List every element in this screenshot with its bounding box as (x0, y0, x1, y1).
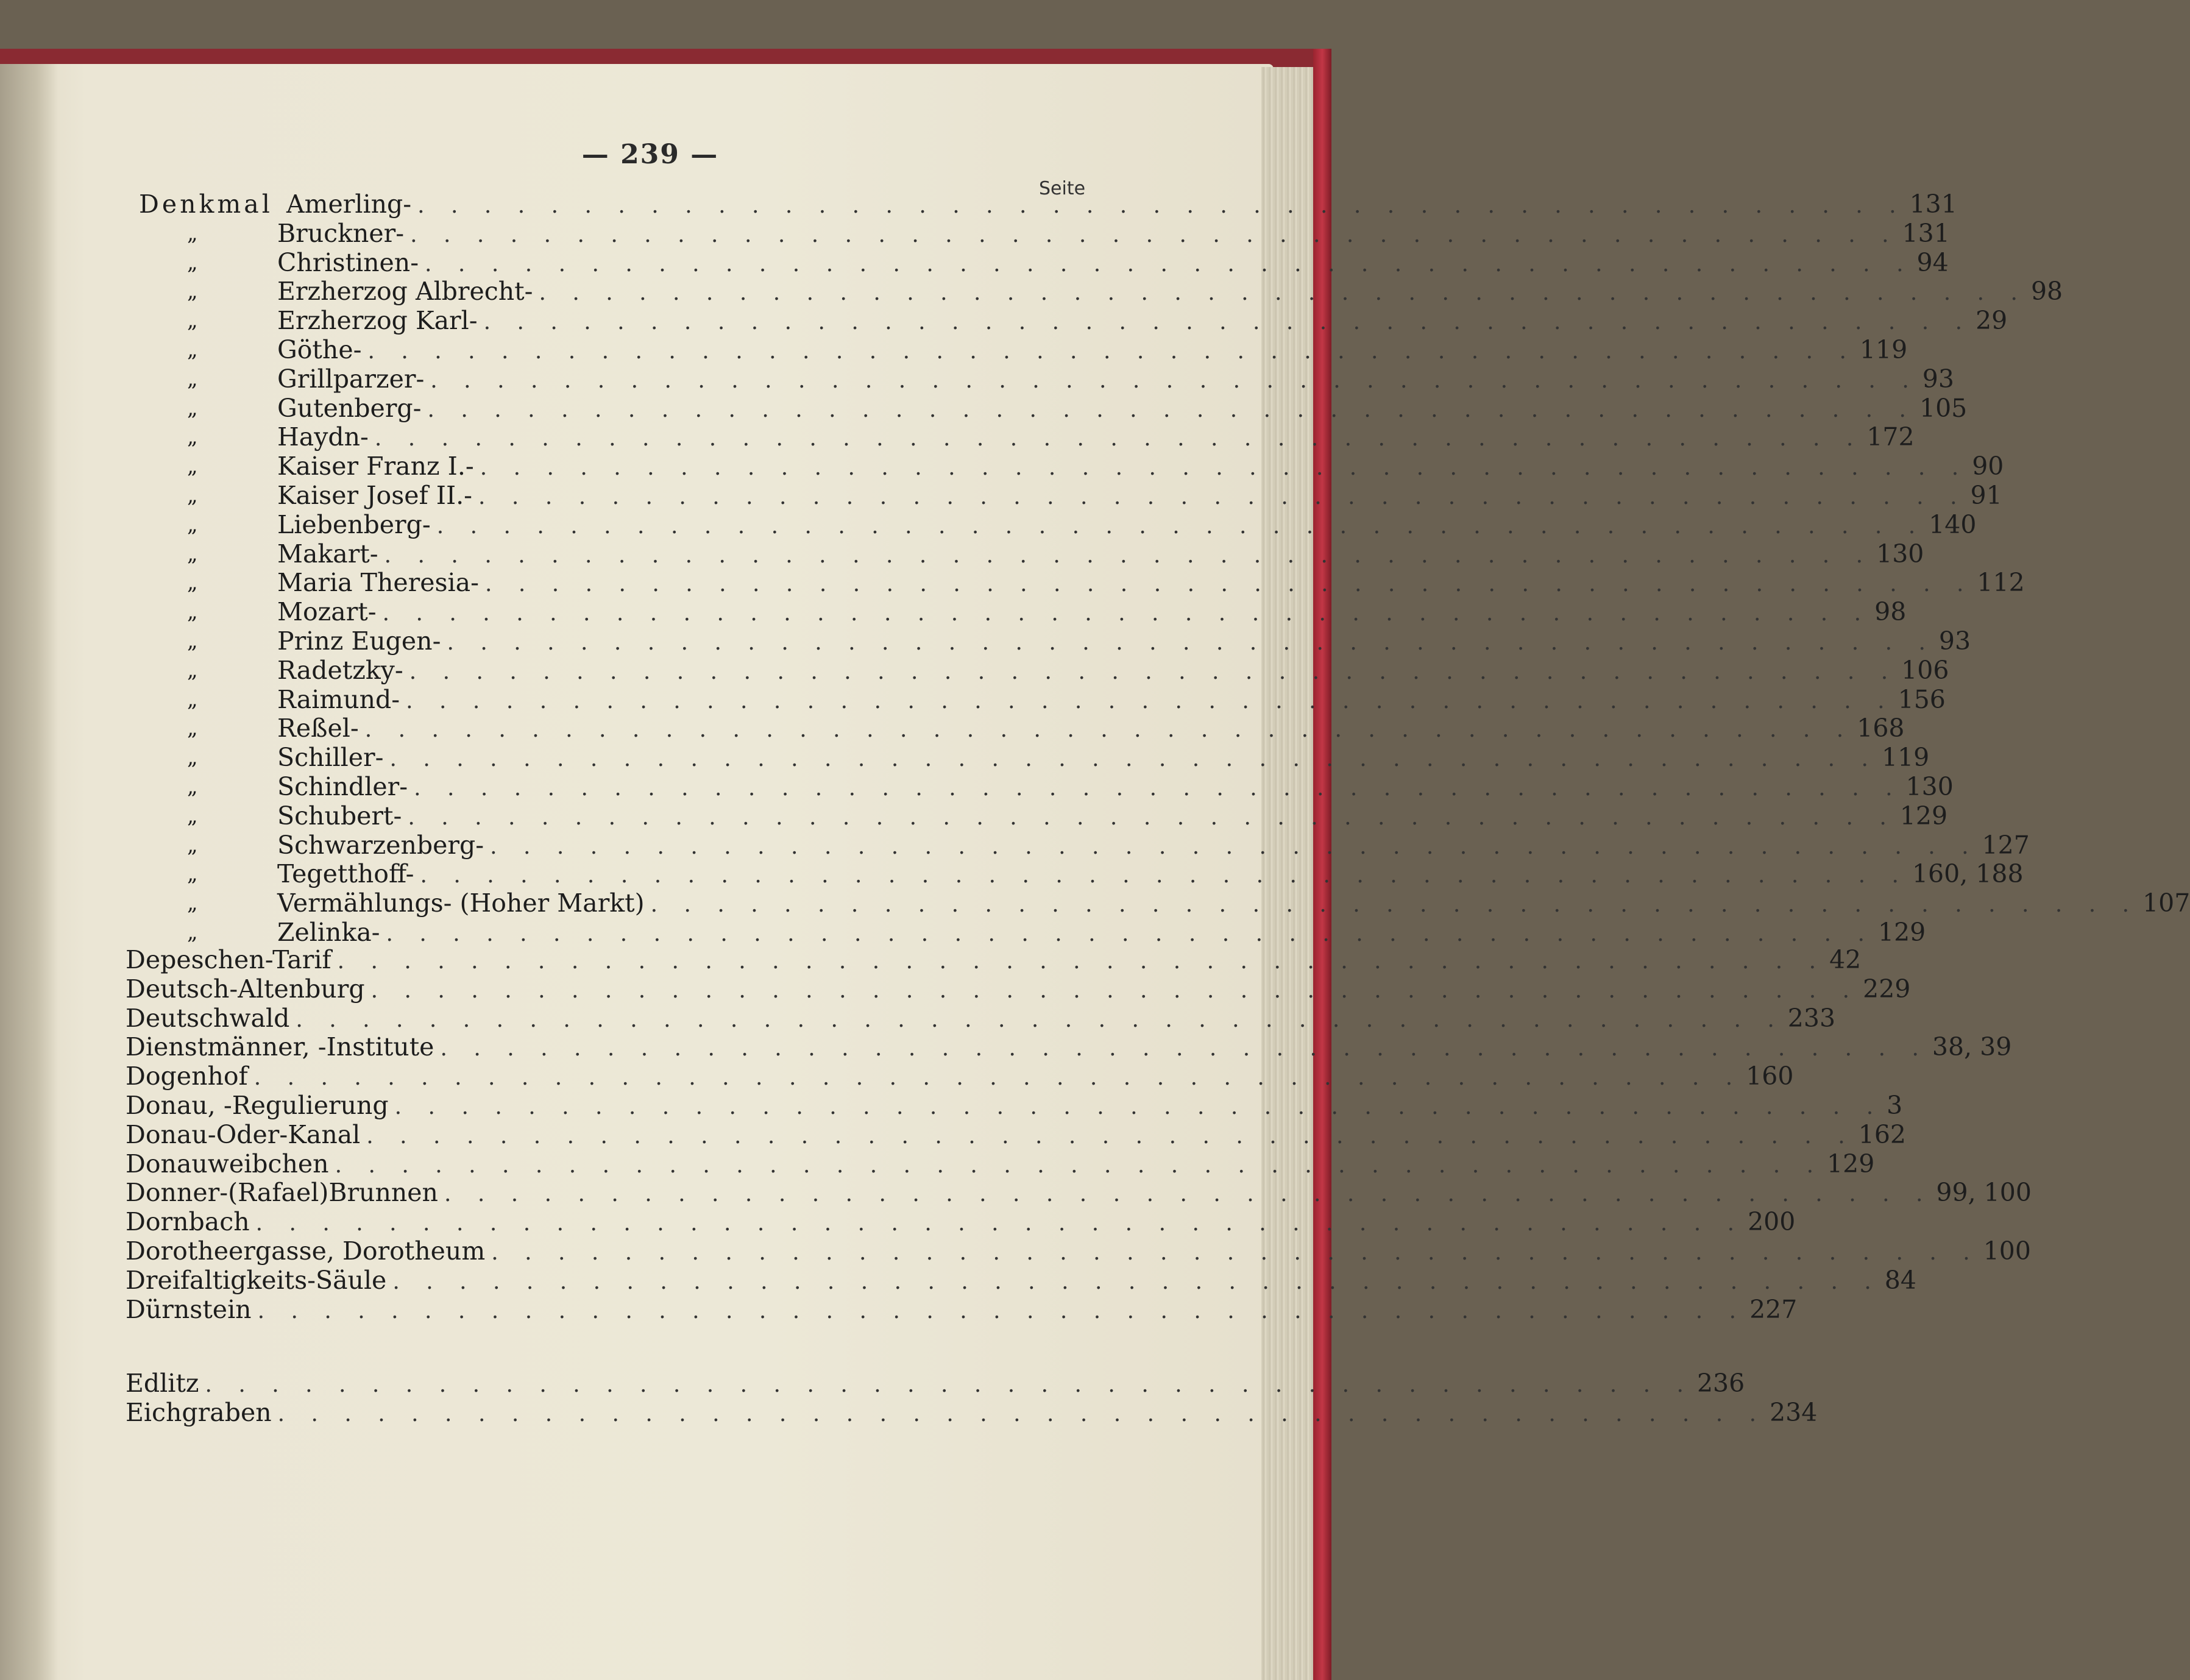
index-entry (126, 1003, 1836, 1035)
index-entry (126, 1178, 2032, 1209)
index-row (0, 509, 1977, 539)
index-row (0, 655, 1949, 685)
index-entry (277, 452, 2004, 483)
entry-label: Vermählungs- (Hoher Markt) (277, 888, 645, 918)
entry-label: Kaiser Franz I.- (277, 452, 474, 481)
entry-label: Amerling- (286, 190, 412, 219)
index-row (0, 1178, 2032, 1208)
index-row (0, 772, 1954, 801)
dot-leader: . . . . . . . . . . . . . . . . . . . . . . . . . . . . . . . . . . . . . . . . . . . . . (392, 1269, 1881, 1294)
dot-leader: . . . . . . . . . . . . . . . . . . . . . . . . . . . . . . . . . . . . . . . . . . . . . (484, 572, 1974, 597)
ditto-mark: „ (187, 687, 198, 712)
entry-page-number: 233 (1787, 1003, 1836, 1033)
index-entry (277, 918, 1926, 949)
entry-label: Dürnstein (126, 1294, 252, 1324)
entry-page-number: 98 (1874, 597, 1907, 627)
index-row (0, 1149, 1875, 1178)
entry-page-number: 94 (1916, 247, 1949, 277)
index-entry (126, 945, 1862, 976)
entry-page-number: 91 (1970, 481, 2002, 510)
dot-leader: . . . . . . . . . . . . . . . . . . . . . . . . . . . . . . . . . . . . . . . . . . . . . (337, 949, 1826, 974)
entry-label: Bruckner- (277, 218, 405, 248)
entry-page-number: 168 (1857, 714, 1905, 743)
index-entry (277, 859, 2024, 890)
index-entry (277, 743, 1930, 774)
entry-label: Radetzky- (277, 655, 403, 685)
entry-page-number: 234 (1770, 1398, 1818, 1427)
entry-label: Gutenberg- (277, 393, 422, 423)
index-entry (277, 597, 1907, 628)
entry-label: Donner-(Rafael)Brunnen (126, 1178, 438, 1208)
dot-leader: . . . . . . . . . . . . . . . . . . . . . . . . . . . . . . . . . . . . . . . . . . . . . (389, 746, 1878, 772)
dot-leader: . . . . . . . . . . . . . . . . . . . . . . . . . . . . . . . . . . . . . . . . . . . . . (436, 513, 1926, 539)
entry-page-number: 105 (1919, 393, 1968, 423)
ditto-mark: „ (187, 366, 198, 391)
entry-label: Schwarzenberg- (277, 830, 484, 860)
dot-leader: . . . . . . . . . . . . . . . . . . . . . . . . . . . . . . . . . . . . . . . . . . . . . (420, 863, 1908, 888)
entry-label: Liebenberg- (277, 509, 431, 539)
ditto-mark: „ (187, 600, 198, 625)
index-row (0, 218, 1950, 248)
index-entry (277, 772, 1954, 803)
entry-page-number: 38, 39 (1932, 1032, 2012, 1062)
index-row (0, 393, 1968, 423)
index-row (0, 277, 2063, 307)
dot-leader: . . . . . . . . . . . . . . . . . . . . . . . . . . . . . . . . . . . . . . . . . . . . . (483, 310, 1972, 335)
index-row (0, 335, 1908, 364)
dot-leader: . . . . . . . . . . . . . . . . . . . . . . . . . . . . . . . . . . . . . . . . . . . . . (491, 1240, 1980, 1265)
entry-label: Maria Theresia- (277, 568, 479, 598)
dot-leader: . . . . . . . . . . . . . . . . . . . . . . . . . . . . . . . . . . . . . . . . . . . . . (414, 776, 1902, 801)
dot-leader: . . . . . . . . . . . . . . . . . . . . . . . . . . . . . . . . . . . . . . . . . . . . . (480, 455, 1969, 481)
entry-label: Eichgraben (126, 1398, 272, 1427)
index-entry (277, 277, 2063, 308)
dot-leader: . . . . . . . . . . . . . . . . . . . . . . . . . . . . . . . . . . . . . . . . . . . . . (425, 251, 1913, 277)
entry-page-number: 131 (1909, 190, 1957, 219)
entry-label: Grillparzer- (277, 364, 425, 394)
entry-label: Erzherzog Albrecht- (277, 277, 533, 307)
entry-page-number: 140 (1929, 509, 1977, 539)
entry-label: Schindler- (277, 772, 408, 801)
index-row (0, 1265, 1916, 1295)
entry-page-number: 130 (1876, 539, 1924, 569)
entry-page-number: 129 (1878, 918, 1926, 947)
index-row (0, 452, 2004, 481)
index-entry (126, 1369, 1745, 1400)
index-entry (277, 393, 1968, 425)
entry-page-number: 131 (1902, 218, 1950, 248)
column-header-seite: Seite (1039, 178, 1086, 199)
index-row (0, 1294, 1798, 1324)
index-entry (277, 335, 1908, 366)
ditto-mark: „ (187, 279, 198, 304)
index-entry (277, 539, 1924, 570)
index-row (0, 1032, 2012, 1062)
dot-leader: . . . . . . . . . . . . . . . . . . . . . . . . . . . . . . . . . . . . . . . . . . . . . (440, 1036, 1929, 1062)
index-entry (277, 830, 2030, 862)
ditto-mark: „ (187, 629, 198, 653)
ditto-mark: „ (187, 454, 198, 479)
entry-page-number: 129 (1827, 1149, 1875, 1178)
index-entry (126, 1032, 2012, 1063)
entry-prefix: Denkmal (139, 190, 273, 219)
entry-page-number: 236 (1696, 1369, 1745, 1398)
ditto-mark: „ (187, 716, 198, 741)
entry-label: Schiller- (277, 743, 384, 773)
dot-leader: . . . . . . . . . . . . . . . . . . . . . . . . . . . . . . . . . . . . . . . . . . . . . (364, 717, 1854, 743)
entry-page-number: 42 (1829, 945, 1862, 974)
index-row (0, 1236, 2031, 1266)
entry-page-number: 107 (2142, 888, 2190, 918)
entry-page-number: 112 (1977, 568, 2025, 598)
index-entry (277, 364, 1954, 395)
entry-page-number: 93 (1922, 364, 1954, 394)
entry-page-number: 93 (1938, 626, 1971, 656)
index-row (0, 684, 1946, 714)
index-row (0, 1003, 1836, 1033)
index-entry (126, 1119, 1907, 1151)
entry-label: Mozart- (277, 597, 377, 627)
entry-label: Dogenhof (126, 1062, 248, 1091)
index-entry (277, 509, 1977, 541)
entry-label: Makart- (277, 539, 378, 569)
ditto-mark: „ (187, 862, 198, 887)
index-entry (277, 684, 1946, 716)
entry-page-number: 90 (1972, 452, 2004, 481)
entry-label: Donauweibchen (126, 1149, 329, 1178)
index-entry (277, 481, 2002, 512)
index-row (0, 1091, 1903, 1120)
index-row (0, 918, 1926, 947)
index-row (0, 481, 2002, 510)
dot-leader: . . . . . . . . . . . . . . . . . . . . . . . . . . . . . . . . . . . . . . . . . . . . . (257, 1298, 1746, 1324)
dot-leader: . . . . . . . . . . . . . . . . . . . . . . . . . . . . . . . . . . . . . . . . . . . . . (277, 1402, 1767, 1427)
entry-label: Donau, -Regulierung (126, 1091, 389, 1120)
ditto-mark: „ (187, 745, 198, 770)
ditto-mark: „ (187, 250, 198, 275)
ditto-mark: „ (187, 512, 198, 537)
index-entry (277, 626, 1971, 657)
index-row (0, 830, 2030, 860)
dot-leader: . . . . . . . . . . . . . . . . . . . . . . . . . . . . . . . . . . . . . . . . . . . . . (539, 280, 2027, 306)
index-entry (126, 1062, 1794, 1093)
page-number: — 239 — (581, 139, 719, 170)
ditto-mark: „ (187, 920, 198, 945)
dot-leader: . . . . . . . . . . . . . . . . . . . . . . . . . . . . . . . . . . . . . . . . . . . . . (366, 1123, 1855, 1149)
entry-label: Reßel- (277, 714, 359, 743)
entry-label: Dorotheergasse, Dorotheum (126, 1236, 486, 1266)
index-row (0, 743, 1930, 773)
dot-leader: . . . . . . . . . . . . . . . . . . . . . . . . . . . . . . . . . . . . . . . . . . . . . (478, 484, 1967, 509)
index-entry (286, 190, 1957, 221)
ditto-mark: „ (187, 891, 198, 916)
entry-label: Dornbach (126, 1207, 250, 1237)
ditto-mark: „ (187, 221, 198, 246)
entry-page-number: 119 (1881, 743, 1930, 773)
index-row (0, 247, 1949, 277)
index-entry (126, 1398, 1818, 1429)
entry-page-number: 130 (1905, 772, 1954, 801)
entry-page-number: 172 (1866, 422, 1915, 452)
dot-leader: . . . . . . . . . . . . . . . . . . . . . . . . . . . . . . . . . . . . . . . . . . . . . (417, 193, 1906, 218)
dot-leader: . . . . . . . . . . . . . . . . . . . . . . . . . . . . . . . . . . . . . . . . . . . . . (408, 804, 1896, 830)
index-row (0, 1062, 1794, 1091)
ditto-mark: „ (187, 308, 198, 333)
index-row (0, 306, 2008, 336)
dot-leader: . . . . . . . . . . . . . . . . . . . . . . . . . . . . . . . . . . . . . . . . . . . . . (374, 426, 1863, 452)
dot-leader: . . . . . . . . . . . . . . . . . . . . . . . . . . . . . . . . . . . . . . . . . . . . . (447, 630, 1935, 655)
dot-leader: . . . . . . . . . . . . . . . . . . . . . . . . . . . . . . . . . . . . . . . . . . . . . (335, 1152, 1824, 1178)
index-row (0, 597, 1907, 627)
index-entry (126, 974, 1911, 1005)
entry-page-number: 127 (1982, 830, 2030, 860)
entry-page-number: 106 (1901, 655, 1949, 685)
ditto-mark: „ (187, 483, 198, 508)
entry-page-number: 156 (1898, 684, 1946, 714)
index-row (0, 801, 1948, 831)
entry-page-number: 84 (1884, 1265, 1916, 1295)
dot-leader: . . . . . . . . . . . . . . . . . . . . . . . . . . . . . . . . . . . . . . . . . . . . . (205, 1372, 1693, 1397)
ditto-mark: „ (187, 425, 198, 450)
entry-page-number: 100 (1983, 1236, 2031, 1266)
entry-page-number: 227 (1749, 1294, 1798, 1324)
entry-page-number: 229 (1863, 974, 1911, 1004)
index-row (0, 888, 2190, 918)
index-row (0, 1398, 1818, 1427)
index-entry (277, 306, 2008, 337)
entry-page-number: 160 (1746, 1062, 1794, 1091)
index-row (0, 190, 1957, 219)
entry-label: Zelinka- (277, 918, 380, 947)
index-row (0, 539, 1924, 569)
entry-label: Schubert- (277, 801, 402, 831)
index-entry (277, 422, 1915, 453)
ditto-mark: „ (187, 570, 198, 595)
index-row (0, 974, 1911, 1004)
index-row (0, 714, 1905, 743)
index-row (0, 1369, 1745, 1398)
ditto-mark: „ (187, 541, 198, 566)
index-entry (277, 218, 1950, 250)
entry-label: Dienstmänner, -Institute (126, 1032, 434, 1062)
dot-leader: . . . . . . . . . . . . . . . . . . . . . . . . . . . . . . . . . . . . . . . . . . . . . (406, 688, 1894, 714)
index-entry (277, 247, 1949, 279)
dot-leader: . . . . . . . . . . . . . . . . . . . . . . . . . . . . . . . . . . . . . . . . . . . . . (430, 367, 1919, 393)
dot-leader: . . . . . . . . . . . . . . . . . . . . . . . . . . . . . . . . . . . . . . . . . . . . . (427, 397, 1916, 422)
entry-label: Göthe- (277, 335, 362, 364)
index-entry (126, 1207, 1796, 1238)
index-entry (277, 655, 1949, 687)
ditto-mark: „ (187, 803, 198, 828)
index-row (0, 568, 2025, 598)
entry-label: Edlitz (126, 1369, 199, 1398)
index-row (0, 1207, 1796, 1237)
entry-label: Haydn- (277, 422, 369, 452)
entry-page-number: 162 (1858, 1119, 1907, 1149)
index-row (0, 945, 1862, 974)
index-entry (126, 1149, 1875, 1180)
dot-leader: . . . . . . . . . . . . . . . . . . . . . . . . . . . . . . . . . . . . . . . . . . . . . (382, 601, 1871, 626)
index-entry (277, 714, 1905, 745)
entry-label: Prinz Eugen- (277, 626, 441, 656)
entry-label: Depeschen-Tarif (126, 945, 331, 974)
dot-leader: . . . . . . . . . . . . . . . . . . . . . . . . . . . . . . . . . . . . . . . . . . . . . (444, 1182, 1933, 1207)
index-entry (126, 1294, 1798, 1326)
index-entry (126, 1265, 1916, 1297)
index-row (0, 626, 1971, 656)
index-entry (277, 801, 1948, 832)
entry-label: Donau-Oder-Kanal (126, 1119, 361, 1149)
index-entry (126, 1236, 2031, 1267)
entry-label: Tegetthoff- (277, 859, 414, 889)
entry-page-number: 98 (2030, 277, 2063, 307)
entry-page-number: 200 (1748, 1207, 1796, 1237)
index-entry (277, 888, 2190, 920)
entry-label: Deutsch-Altenburg (126, 974, 365, 1004)
ditto-mark: „ (187, 657, 198, 682)
dot-leader: . . . . . . . . . . . . . . . . . . . . . . . . . . . . . . . . . . . . . . . . . . . . . (410, 222, 1899, 247)
dot-leader: . . . . . . . . . . . . . . . . . . . . . . . . . . . . . . . . . . . . . . . . . . . . . (367, 339, 1856, 364)
entry-page-number: 99, 100 (1936, 1178, 2032, 1208)
entry-page-number: 29 (1976, 306, 2008, 336)
index-entry (277, 568, 2025, 599)
entry-label: Kaiser Josef II.- (277, 481, 473, 510)
entry-label: Raimund- (277, 684, 400, 714)
dot-leader: . . . . . . . . . . . . . . . . . . . . . . . . . . . . . . . . . . . . . . . . . . . . . (296, 1007, 1784, 1032)
dot-leader: . . . . . . . . . . . . . . . . . . . . . . . . . . . . . . . . . . . . . . . . . . . . . (490, 834, 1979, 859)
dot-leader: . . . . . . . . . . . . . . . . . . . . . . . . . . . . . . . . . . . . . . . . . . . . . (370, 977, 1860, 1003)
ditto-mark: „ (187, 832, 198, 857)
entry-page-number: 160, 188 (1912, 859, 2024, 889)
ditto-mark: „ (187, 338, 198, 362)
entry-page-number: 119 (1859, 335, 1908, 364)
dot-leader: . . . . . . . . . . . . . . . . . . . . . . . . . . . . . . . . . . . . . . . . . . . . . (650, 892, 2139, 918)
ditto-mark: „ (187, 774, 198, 799)
entry-label: Dreifaltigkeits-Säule (126, 1265, 387, 1295)
index-row (0, 422, 1915, 452)
index-row (0, 364, 1954, 394)
index-row (0, 859, 2024, 889)
index-entry (126, 1091, 1903, 1122)
dot-leader: . . . . . . . . . . . . . . . . . . . . . . . . . . . . . . . . . . . . . . . . . . . . . (394, 1094, 1883, 1119)
ditto-mark: „ (187, 395, 198, 420)
entry-label: Erzherzog Karl- (277, 306, 478, 336)
index-row (0, 1119, 1907, 1149)
entry-page-number: 3 (1887, 1091, 1903, 1120)
dot-leader: . . . . . . . . . . . . . . . . . . . . . . . . . . . . . . . . . . . . . . . . . . . . . (384, 542, 1873, 568)
dot-leader: . . . . . . . . . . . . . . . . . . . . . . . . . . . . . . . . . . . . . . . . . . . . . (386, 921, 1874, 946)
dot-leader: . . . . . . . . . . . . . . . . . . . . . . . . . . . . . . . . . . . . . . . . . . . . . (253, 1065, 1743, 1091)
dot-leader: . . . . . . . . . . . . . . . . . . . . . . . . . . . . . . . . . . . . . . . . . . . . . (255, 1211, 1745, 1236)
entry-label: Christinen- (277, 247, 419, 277)
entry-page-number: 129 (1899, 801, 1948, 831)
entry-label: Deutschwald (126, 1003, 290, 1033)
dot-leader: . . . . . . . . . . . . . . . . . . . . . . . . . . . . . . . . . . . . . . . . . . . . . (409, 659, 1898, 684)
